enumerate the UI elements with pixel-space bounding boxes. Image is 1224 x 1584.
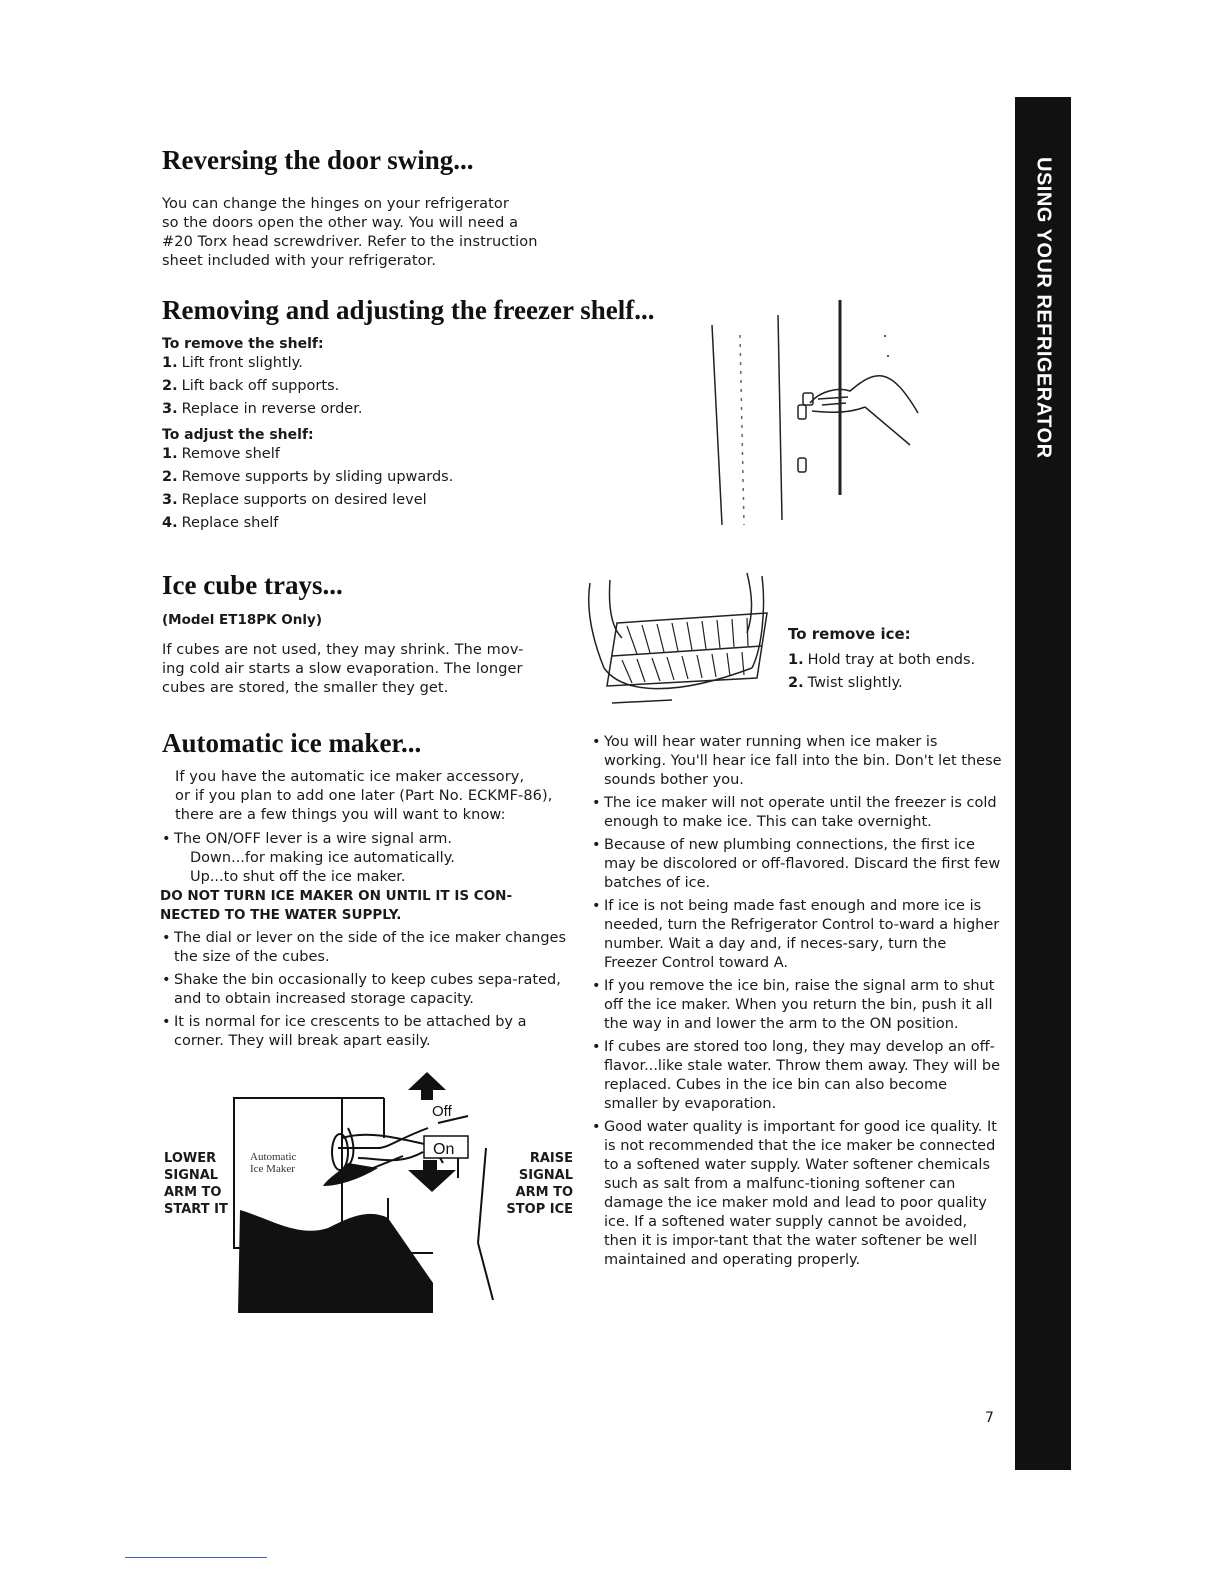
page-number: 7 [985,1410,994,1426]
ice-maker-intro [175,768,575,825]
warning-line: DO NOT TURN ICE MAKER ON UNTIL IT IS CON- [160,888,513,904]
ice-maker-title: Automatic ice maker... [162,728,422,758]
ice-maker-intro-line: there are a few things you will want to know: [175,807,506,823]
shelf-title: Removing and adjusting the freezer shelf... [162,295,655,325]
list-item: 3. Replace supports on desired level [162,492,427,508]
ice-tray-illustration [582,568,782,713]
list-item: • Shake the bin occasionally to keep cubes sepa-rated, and to obtain increased storage capacity. [160,971,574,1009]
list-item: 2. Lift back off supports. [162,378,340,394]
reversing-title: Reversing the door swing... [162,145,474,175]
list-item: • Good water quality is important for good ice quality. It is not recommended that the ice maker be connected to a softened water supply. Water softener chemicals such as salt from a malfunc-tioning softener can damage the ice maker mold and lead to poor quality ice. If a softened water supply cannot be avoided, then it is impor-tant that the water softener be well maintained and operating properly. [590,1118,1004,1270]
list-item: 2. Remove supports by sliding upwards. [162,469,454,485]
lever-text: The ON/OFF lever is a wire signal arm. [174,831,453,847]
ice-maker-intro-line: or if you plan to add one later (Part No. ECKMF-86), [175,788,553,804]
lower-signal-label: LOWER SIGNAL ARM TO START IT [164,1151,228,1217]
list-item: • Because of new plumbing connections, the first ice may be discolored or off-flavored. Discard the first few batches of ice. [590,836,1004,893]
list-item: 2. Twist slightly. [788,675,903,691]
ice-trays-title: Ice cube trays... [162,570,343,600]
arrow-down-icon [408,1170,456,1192]
ice-maker-intro-line: If you have the automatic ice maker accessory, [175,769,525,785]
lever-down-text: Down...for making ice automatically. [190,850,455,866]
list-item: 1. Hold tray at both ends. [788,652,976,668]
box-label-line: Automatic [250,1151,297,1163]
remove-ice-steps [788,649,1008,695]
ice-maker-diagram [228,1068,506,1313]
reversing-paragraph [162,195,582,271]
list-item [160,830,574,925]
shelf-remove-steps [162,352,592,421]
list-item: • You will hear water running when ice maker is working. You'll hear ice fall into the bin. Don't let these sounds bother you. [590,733,1004,790]
reversing-line: sheet included with your refrigerator. [162,253,437,269]
reversing-line: #20 Torx head screwdriver. Refer to the instruction [162,234,538,250]
list-item: 4. Replace shelf [162,515,279,531]
shelf-adjust-steps [162,443,592,535]
ice-trays-line: cubes are stored, the smaller they get. [162,680,449,696]
remove-ice-heading: To remove ice: [788,625,911,643]
ice-maker-right-bullets [590,733,1004,1274]
list-item: • It is normal for ice crescents to be attached by a corner. They will break apart easily. [160,1013,574,1051]
list-item: 1. Lift front slightly. [162,355,303,371]
ice-trays-paragraph [162,641,582,698]
ice-trays-line: ing cold air starts a slow evaporation. The longer [162,661,523,677]
divider [125,1557,267,1558]
reversing-line: so the doors open the other way. You will need a [162,215,519,231]
on-label: On [433,1141,455,1158]
freezer-shelf-illustration [700,295,940,535]
list-item: 3. Replace in reverse order. [162,401,363,417]
reversing-line: You can change the hinges on your refrigerator [162,196,509,212]
list-item: 1. Remove shelf [162,446,280,462]
remove-ice-instructions [788,625,1008,695]
list-item: • If cubes are stored too long, they may develop an off-flavor...like stale water. Throw them away. They will be replaced. Cubes in the ice bin can also become smaller by evaporation. [590,1038,1004,1114]
shelf-adjust-heading: To adjust the shelf: [162,427,314,443]
sidebar-label: USING YOUR REFRIGERATOR [1032,157,1055,459]
sidebar-tab [1015,97,1071,1470]
warning-line: NECTED TO THE WATER SUPPLY. [160,907,402,923]
list-item: • If you remove the ice bin, raise the signal arm to shut off the ice maker. When you return the bin, push it all the way in and lower the arm to the ON position. [590,977,1004,1034]
lever-up-text: Up...to shut off the ice maker. [190,869,406,885]
list-item: • The ice maker will not operate until the freezer is cold enough to make ice. This can take overnight. [590,794,1004,832]
list-item: • If ice is not being made fast enough and more ice is needed, turn the Refrigerator Control to-ward a higher number. Wait a day and, if neces-sary, turn the Freezer Control toward A. [590,897,1004,973]
shelf-remove-heading: To remove the shelf: [162,336,324,352]
list-item: • The dial or lever on the side of the ice maker changes the size of the cubes. [160,929,574,967]
off-label: Off [432,1103,452,1120]
ice-trays-line: If cubes are not used, they may shrink. The mov- [162,642,524,658]
raise-signal-label: RAISE SIGNAL ARM TO STOP ICE [506,1151,573,1217]
arrow-up-icon [408,1072,446,1090]
model-note: (Model ET18PK Only) [162,612,322,628]
ice-maker-left-bullets [160,830,574,1055]
box-label-line: Ice Maker [250,1163,295,1175]
shelf-instructions [162,336,592,535]
